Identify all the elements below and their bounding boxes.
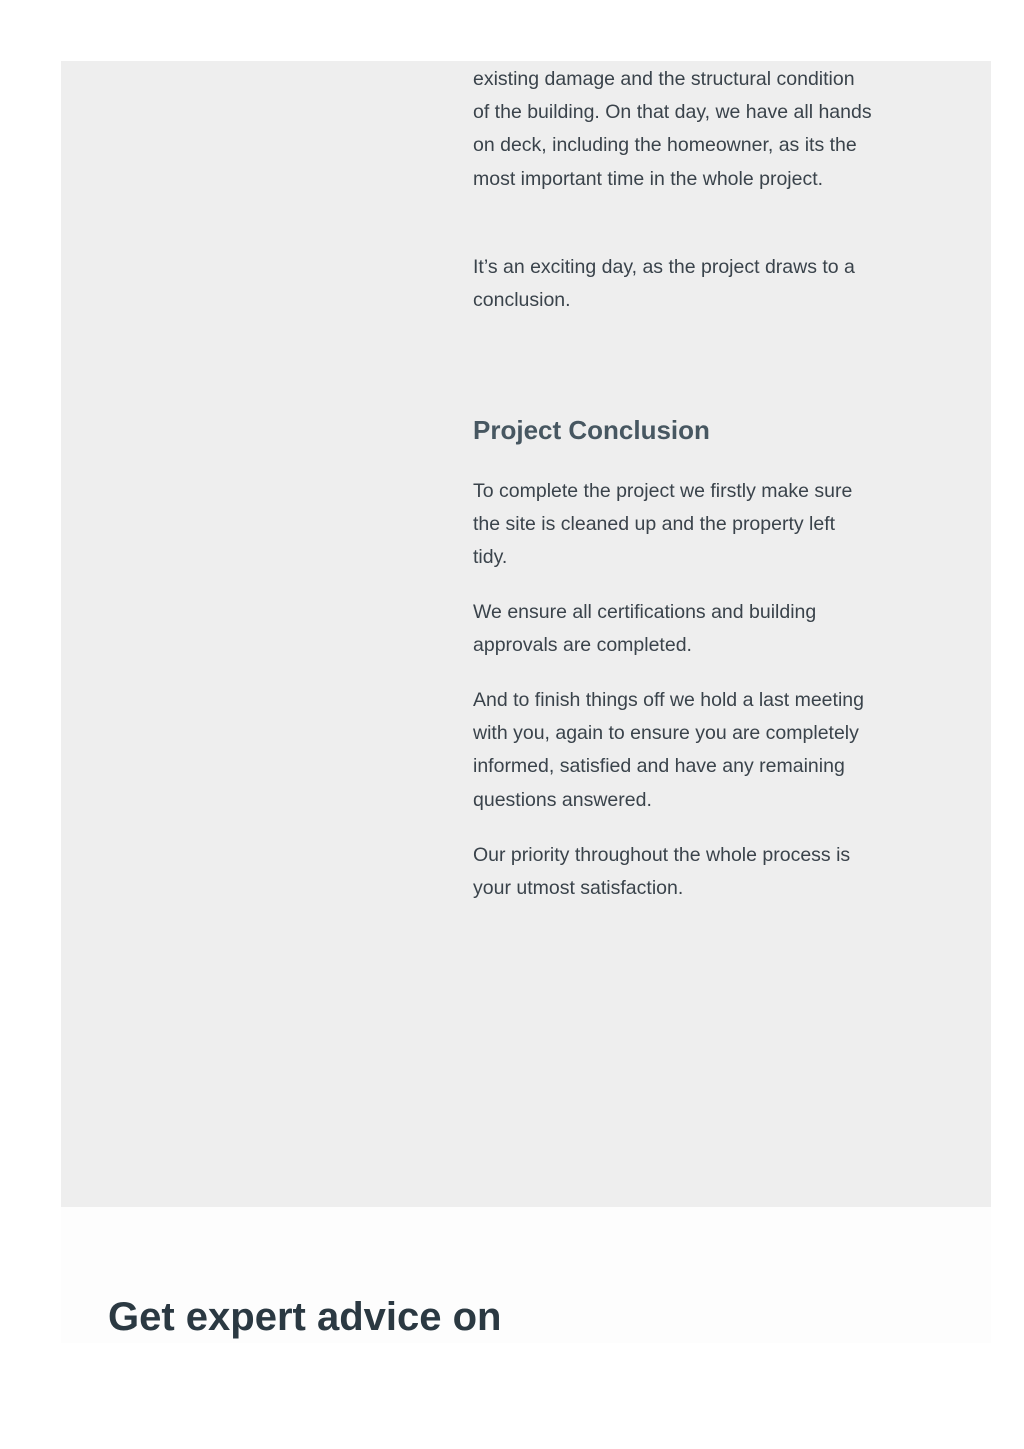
cta-title: Get expert advice on <box>108 1295 502 1339</box>
conclusion-paragraph: Our priority throughout the whole process is your utmost satisfaction. <box>473 844 851 900</box>
conclusion-paragraph: To complete the project we firstly make sure the site is cleaned up and the property left tidy. <box>473 480 853 569</box>
project-conclusion-heading: Project Conclusion <box>473 415 710 445</box>
process-section <box>61 61 991 1207</box>
cta-section <box>61 1207 991 1343</box>
process-paragraph: existing damage and the structural condition of the building. On that day, we have all hands on deck, including the homeowner, as its the most important time in the whole project. <box>473 68 872 190</box>
conclusion-paragraph: We ensure all certifications and building approvals are completed. <box>473 601 817 657</box>
process-paragraph: It’s an exciting day, as the project draws to a conclusion. <box>473 256 855 312</box>
conclusion-paragraph: And to finish things off we hold a last meeting with you, again to ensure you are completely informed, satisfied and have any remaining questions answered. <box>473 689 864 811</box>
